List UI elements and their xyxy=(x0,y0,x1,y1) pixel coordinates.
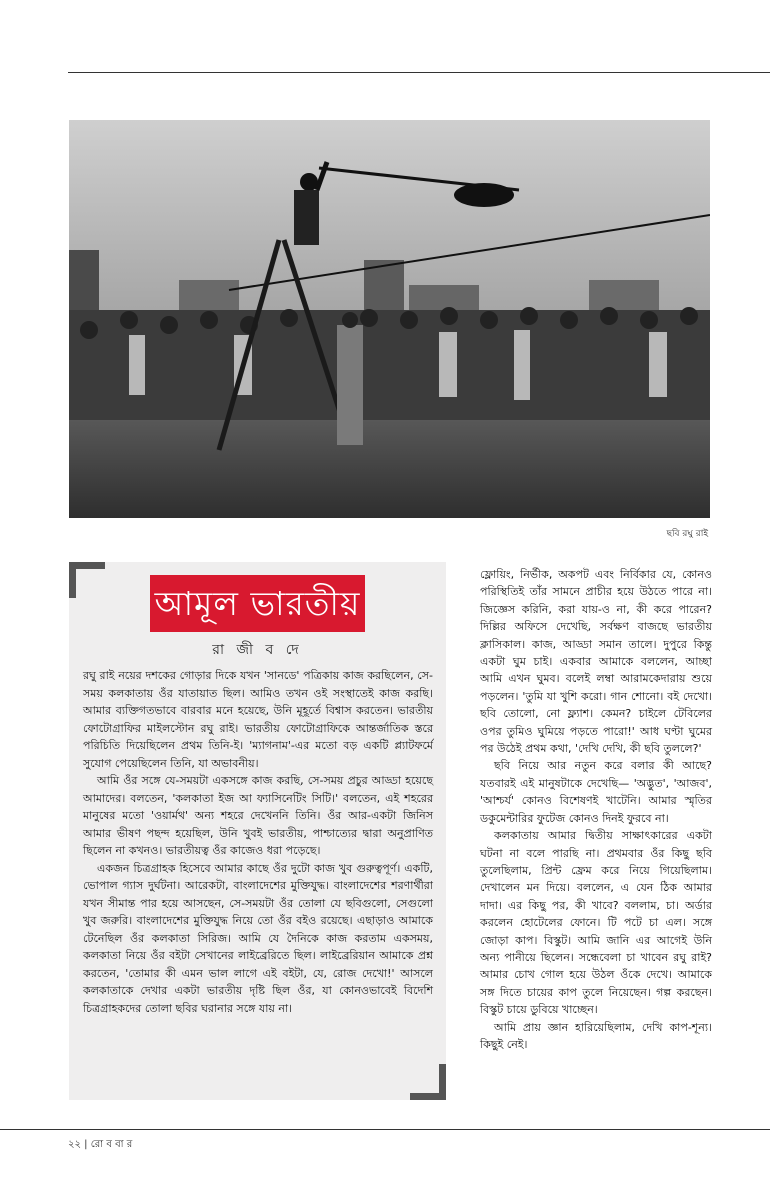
photo-credit: ছবি রঘু রাই xyxy=(666,529,708,539)
street-performer-photo xyxy=(69,120,710,518)
right-paragraph: আমি প্রায় জ্ঞান হারিয়েছিলাম, দেখি কাপ-শূন্য। কিছুই নেই। xyxy=(480,1020,712,1051)
corner-bracket-bottom-right xyxy=(410,1064,446,1100)
street-performer-photo-icon xyxy=(69,120,710,518)
right-paragraph: ছবি নিয়ে আর নতুন করে বলার কী আছে? যতবারই এই মানুষটাকে দেখেছি— 'অদ্ভুত', 'আজব', 'আশ্চর্য' কোনও বিশেষণই খাটেনি। আমার স্মৃতির ডকুমেন্টারির ফুটেজ কোনও দিনই ফুরবে না। xyxy=(480,759,712,825)
left-paragraph: রঘু রাই নয়ের দশকের গোড়ার দিকে যখন 'সানডে' পত্রিকায় কাজ করছিলেন, সে-সময় কলকাতায় ওঁর যাতায়াত ছিল। আমিও তখন ওই সংস্থাতেই কাজ করছি। আমার ব্যক্তিগতভাবে বারবার মনে হয়েছে, উনি মূহূর্তে বিশ্বাস করতেন। ভারতীয় ফোটোগ্রাফির মাইলস্টোন রঘু রাই। ভারতীয় ফোটোগ্রাফিকে আন্তর্জাতিক স্তরে পরিচিতি দিয়েছিলেন প্রথম তিনি-ই। 'ম্যাগনাম'-এর মতো বড় একটি প্ল্যাটফর্মে সুযোগ পেয়েছিলেন তিনি, যা অভাবনীয়। xyxy=(83,669,433,770)
right-column xyxy=(480,566,712,1053)
left-column xyxy=(83,667,433,1017)
article-author: রা জী ব দে xyxy=(212,642,303,658)
page-folio: ২২ | রো ব বা র xyxy=(68,1139,133,1150)
right-paragraph: ফ্লোয়িং, নির্ভীক, অকপট এবং নির্বিকার যে, কোনও পরিস্থিতিই তাঁর সামনে প্রাচীর হয়ে উঠতে পারে না। জিজ্ঞেস করিনি, করা যায়-ও না, কী করে পারেন? দিল্লির অফিসে দেখেছি, সর্বক্ষণ বাজছে ভারতীয় ক্লাসিকাল। কাজ, আড্ডা সমান তালে। দুপুরে কিন্তু একটা ঘুম চাই। একবার আমাকে বললেন, আচ্ছা আমি এখন ঘুমব। বলেই লম্বা আরামকেদারায় শুয়ে পড়লেন। 'তুমি যা খুশি করো। গান শোনো। বই দেখো। ছবি তোলো, নো ফ্ল্যাশ। কেমন? চাইলে টেবিলের ওপর তুমিও ঘুমিয়ে পড়তে পারো!' আধ ঘণ্টা ঘুমের পর উঠেই প্রথম কথা, 'দেখি দেখি, কী ছবি তুললে?' xyxy=(480,568,712,756)
bottom-rule xyxy=(0,1129,770,1130)
article-title: আমূল ভারতীয় xyxy=(150,575,365,632)
left-paragraph: একজন চিত্রগ্রাহক হিসেবে আমার কাছে ওঁর দুটো কাজ খুব গুরুত্বপূর্ণ। একটি, ভোপাল গ্যাস দুর্ঘটনা। আরেকটা, বাংলাদেশের মুক্তিযুদ্ধ। বাংলাদেশের শরণার্থীরা যখন সীমান্ত পার হয়ে আসছেন, সে-সময়টা ওঁর তোলা যে ছবিগুলো, সেগুলো খুব জরুরি। বাংলাদেশের মুক্তিযুদ্ধ নিয়ে তো ওঁর বইও রয়েছে। এছাড়াও আমাকে টেনেছিল ওঁর কলকাতা সিরিজ। আমি যে দৈনিকে কাজ করতাম একসময়, কলকাতা নিয়ে ওঁর বইটা সেখানের লাইব্রেরিতে ছিল। লাইব্রেরিয়ান আমাকে প্রশ্ন করতেন, 'তোমার কী এমন ভাল লাগে এই বইটা, যে, রোজ দেখো!' আসলে কলকাতাকে দেখার একটা ভারতীয় দৃষ্টি ছিল ওঁর, যা কোনওভাবেই বিদেশি চিত্রগ্রাহকদের তোলা ছবির ঘরানার সঙ্গে যায় না। xyxy=(83,861,433,1015)
top-rule xyxy=(68,72,770,73)
corner-bracket-top-left xyxy=(69,562,105,598)
right-paragraph: কলকাতায় আমার দ্বিতীয় সাক্ষাৎকারের একটা ঘটনা না বলে পারছি না। প্রথমবার ওঁর কিছু ছবি তুলেছিলাম, প্রিন্ট ফ্রেম করে নিয়ে গিয়েছিলাম। দেখালেন মন দিয়ে। বললেন, এ যেন ঠিক আমার দাদা। এর কিছু পর, কী খাবে? বললাম, চা। অর্ডার করলেন হোটেলের ফোনে। টি পটে চা এল। সঙ্গে জোড়া কাপ। বিস্কুট। আমি জানি এর আগেই উনি অন্য পানীয়ে ছিলেন। সন্ধেবেলা চা খাবেন রঘু রাই? আমার চোখ গোল হয়ে উঠল ওঁকে দেখে। আমাকে সঙ্গ দিতে চায়ের কাপ তুলে নিয়েছেন। গল্প করছেন। বিস্কুট চায়ে ডুবিয়ে খাচ্ছেন। xyxy=(480,829,712,1017)
left-paragraph: আমি ওঁর সঙ্গে যে-সময়টা একসঙ্গে কাজ করছি, সে-সময় প্রচুর আড্ডা হয়েছে আমাদের। বলতেন, 'কলকাতা ইজ আ ফ্যাসিনেটিং সিটি।' বলতেন, এই শহরের মানুষের মতো 'ওয়ার্মথ' অন্য শহরে দেখেননি তিনি। ওঁর আর-একটা জিনিস আমার ভীষণ পছন্দ হয়েছিল, উনি খুবই ভারতীয়, পাশ্চাত্যের দ্বারা অনুপ্রাণিত ছিলেন না কখনও। ভারতীয়ত্ব ওঁর কাজেও ধরা পড়েছে। xyxy=(83,774,433,857)
